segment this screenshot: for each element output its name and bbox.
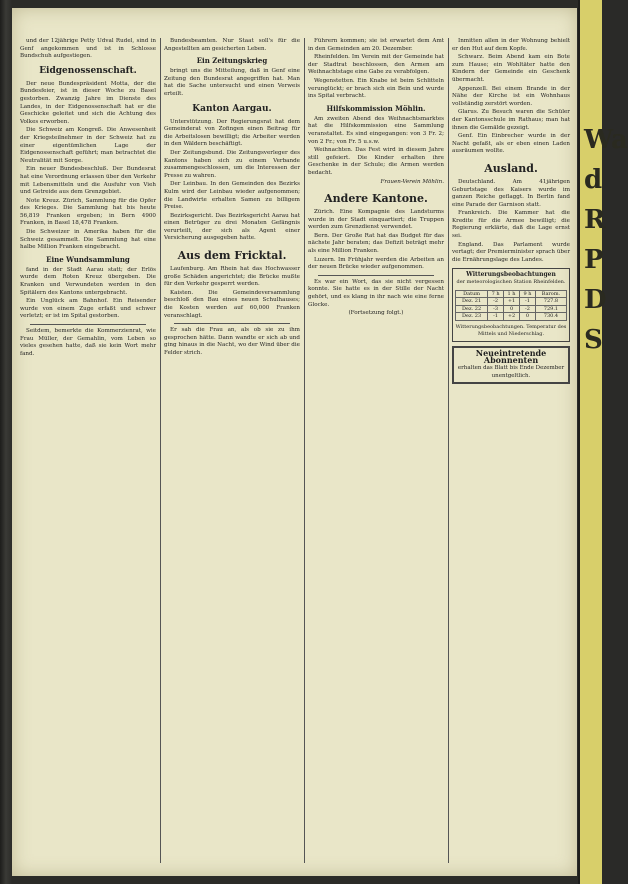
divider — [174, 323, 290, 324]
weather-header-cell: Datum — [456, 290, 488, 298]
column-rule — [304, 38, 305, 863]
column-3 — [308, 38, 444, 863]
heading-eidgenossenschaft: Eidgenossenschaft. — [39, 65, 137, 76]
signature: Frauen-Verein Möhlin. — [380, 178, 444, 185]
weather-note: Witterungsbeobachtungen. Temperatur des Mittels und Niederschlag. — [455, 323, 567, 338]
subscription-box — [452, 346, 570, 384]
col4-paragraph: Deutschland. Am 41jährigen Geburtstage des Kaisers wurde im ganzen Reiche geflaggt. In Berlin fand eine Parade der Garnison statt. — [452, 178, 570, 208]
subheading-zeitungskrieg: Ein Zeitungskrieg — [196, 56, 268, 66]
col2-paragraph: Laufenburg. Am Rhein hat das Hochwasser große Schäden angerichtet; die Brücke mußte für den Verkehr gesperrt werden. — [164, 266, 300, 288]
col3-intro: Führern kommen; sie ist erwartet dem Amt in den Gemeinden am 20. Dezember. — [308, 38, 444, 52]
col2-paragraph: Der Leinbau. In den Gemeinden des Bezirks Kulm wird der Leinbau wieder aufgenommen; die Landwirte erhalten Samen zu billigem Preise. — [164, 181, 300, 211]
col4-paragraph: Genf. Ein Einbrecher wurde in der Nacht gefaßt, als er eben einen Laden ausräumen wollte. — [452, 133, 570, 155]
col3-paragraph: Am zweiten Abend des Weihnachtsmarktes hat die Hilfskommission eine Sammlung veranstaltet. Es sind eingegangen: von 3 Fr. 2; von 2 Fr.; von Fr. 5 u.s.w. — [308, 115, 444, 145]
weather-row — [456, 298, 567, 306]
subheading-hilfskommission: Hilfskommission Möhlin. — [326, 103, 426, 113]
newspaper-page — [12, 8, 577, 876]
weather-cell: +2 — [504, 313, 520, 321]
col3-feuilleton: Es war ein Wort, das sie nicht vergessen konnte. Sie hatte es in der Stille der Nacht gehört, und es klang in ihr nach wie eine ferne Glocke. — [308, 278, 444, 308]
column-2 — [164, 38, 300, 863]
divider — [30, 324, 146, 325]
col4-paragraph: England. Das Parlament wurde vertagt; der Premierminister sprach über die Ernährungslage des Landes. — [452, 241, 570, 263]
weather-body — [456, 298, 567, 321]
col2-paragraph: bringt uns die Mitteilung, daß in Genf eine Zeitung den Bundesrat angegriffen hat. Man hat die Sache untersucht und einen Verweis erteilt. — [164, 68, 300, 97]
col3-paragraph: Weihnachten. Das Fest wird in diesem Jahre still gefeiert. Die Kinder erhalten ihre Geschenke in der Schule; die Armen werden bedacht. — [308, 147, 444, 176]
col1-paragraph: Der neue Bundespräsident Motta, der die Bundesfeier, ist in dieser Woche zu Basel gestorben. Zwanzig Jahre im Dienste des Landes, in der Eidgenossenschaft hat er die Geschicke geleitet und sich die Achtung des Volkes erworben. — [20, 80, 156, 125]
col2-paragraph: Der Zeitungsbund. Die Zeitungsverleger des Kantons haben sich zu einem Verbande zusammengeschlossen, um die Interessen der Presse zu wahren. — [164, 149, 300, 179]
column-1 — [20, 38, 156, 863]
adjacent-page-text: Wa d R P D S — [584, 125, 628, 355]
weather-cell: 730.4 — [535, 313, 566, 321]
col1-feuilleton: Seitdem, bemerkte die Kommerzienrat, wie Frau Müller, der Gemahlin, vom Leben so vieles gesehen hatte, daß sie kein Wort mehr fand. — [20, 328, 156, 357]
col2-paragraph: Kaisten. Die Gemeindeversammlung beschloß den Bau eines neuen Schulhauses; die Kosten werden auf 60,000 Franken veranschlagt. — [164, 289, 300, 319]
weather-row — [456, 313, 567, 321]
weather-cell: -2 — [520, 305, 536, 313]
weather-header-cell: 1 h — [504, 290, 520, 298]
weather-cell: -1 — [488, 313, 504, 321]
col4-paragraph: Frankreich. Die Kammer hat die Kredite für die Armee bewilligt; die Regierung erklärte, daß die Lage ernst sei. — [452, 210, 570, 240]
col3-paragraph: Luzern. Im Frühjahr werden die Arbeiten an der neuen Brücke wieder aufgenommen. — [308, 256, 444, 271]
col1-paragraph: Die Schweiz am Kongreß. Die Anwesenheit der Kriegsteilnehmer in der Schweiz hat zu einer eigentümlichen Lage der Eidgenossenschaft geführt; man betrachtet die Neutralität mit Sorge. — [20, 127, 156, 164]
col3-paragraph: Wegenstetten. Ein Knabe ist beim Schlitteln verunglückt; er brach sich ein Bein und wurde ins Spital verbracht. — [308, 77, 444, 100]
weather-cell: Dez. 23 — [456, 313, 488, 321]
col4-paragraph: Schwarz. Beim Abend kam ein Bote zum Hause; ein Wohltäter hatte den Kindern der Gemeinde ein Geschenk übermacht. — [452, 54, 570, 83]
heading-aus-dem-fricktal: Aus dem Fricktal. — [177, 249, 287, 263]
weather-header-row — [456, 290, 567, 298]
weather-header-cell: Barom. — [535, 290, 566, 298]
column-rule — [160, 38, 161, 863]
weather-cell: 0 — [520, 313, 536, 321]
column-4 — [452, 38, 570, 863]
col2-paragraph: Bezirksgericht. Das Bezirksgericht Aarau hat einen Betrüger zu drei Monaten Gefängnis verurteilt, der sich als Agent einer Versicherung ausgegeben hatte. — [164, 212, 300, 242]
heading-ausland: Ausland. — [484, 161, 538, 175]
heading-andere-kantone: Andere Kantone. — [324, 192, 428, 206]
weather-cell: 727.8 — [535, 298, 566, 306]
continued-note: (Fortsetzung folgt.) — [348, 310, 404, 317]
adjacent-page-edge — [578, 0, 628, 884]
col4-paragraph: Glarus. Zu Besuch waren die Schüler der Kantonsschule im Rathaus; man hat ihnen die Gemälde gezeigt. — [452, 109, 570, 131]
col1-paragraph: Ein Unglück am Bahnhof. Ein Reisender wurde von einem Zuge erfaßt und schwer verletzt; er ist im Spital gestorben. — [20, 298, 156, 320]
weather-cell: -3 — [488, 305, 504, 313]
col4-paragraph: Appenzell. Bei einem Brande in der Nähe der Kirche ist ein Wohnhaus vollständig zerstört worden. — [452, 85, 570, 107]
col1-paragraph: Note Kreuz. Zürich, Sammlung für die Opfer des Krieges. Die Sammlung hat bis heute 56,819 Franken ergeben; in Bern 4900 Franken, in Basel 18,478 Franken. — [20, 197, 156, 227]
weather-cell: +1 — [504, 298, 520, 306]
heading-wundsammlung: Eine Wundsammlung — [46, 254, 130, 264]
col1-intro: und der 12jährige Petty Udval Rudel, sind in Genf angekommen und ist in Schlosse Bundschuh aufgestiegen. — [20, 38, 156, 60]
col1-paragraph: Die Schweizer in Amerika haben für die Schweiz gesammelt. Die Sammlung hat eine halbe Million Franken eingebracht. — [20, 229, 156, 251]
weather-header-cell: 7 h — [488, 290, 504, 298]
col2-intro: Bundesbeamten. Nur Staat soll's für die Angestellten am gesicherten Leben. — [164, 38, 300, 52]
weather-cell: Dez. 22 — [456, 305, 488, 313]
weather-cell: -2 — [488, 298, 504, 306]
col2-feuilleton: Er sah die Frau an, als ob sie zu ihm gesprochen hätte. Dann wandte er sich ab und ging hinaus in die Nacht, wo der Wind über die Felder strich. — [164, 327, 300, 356]
weather-subtitle: der meteorologischen Station Rheinfelden. — [456, 279, 566, 286]
col1-paragraph: fand in der Stadt Aarau statt; der Erlös wurde dem Roten Kreuz übergeben. Die Kranken und Verwundeten werden in den Spitälern des Kantons untergebracht. — [20, 266, 156, 296]
col1-paragraph: Ein neuer Bundesbeschluß. Der Bundesrat hat eine Verordnung erlassen über den Verkehr mit Lebensmitteln und die Ausfuhr von Vieh und Getreide aus dem Grenzgebiet. — [20, 166, 156, 196]
weather-cell: 729.1 — [535, 305, 566, 313]
weather-row — [456, 305, 567, 313]
col2-paragraph: Unterstützung. Der Regierungsrat hat dem Gemeinderat von Zofingen einen Beitrag für die Arbeitslosen bewilligt; die Arbeiter werden in den Wäldern beschäftigt. — [164, 118, 300, 148]
subscription-title: Neueintretende Abonnenten — [475, 347, 547, 366]
weather-table — [455, 290, 567, 321]
col4-intro: Inmitten allen in der Wohnung behielt er den Hut auf dem Kopfe. — [452, 38, 570, 52]
weather-header-cell: 9 h — [520, 290, 536, 298]
weather-cell: 0 — [504, 305, 520, 313]
col3-paragraph: Zürich. Eine Kompagnie des Landsturms wurde in der Stadt einquartiert; die Truppen werden zum Grenzdienst verwendet. — [308, 209, 444, 231]
divider — [318, 275, 434, 276]
heading-kanton-aargau: Kanton Aargau. — [192, 103, 272, 114]
weather-title: Witterungsbeobachtungen — [466, 271, 556, 279]
weather-box — [452, 268, 570, 341]
subscription-text: erhalten das Blatt bis Ende Dezember unentgeltlich. — [457, 365, 565, 379]
col3-paragraph: Bern. Der Große Rat hat das Budget für das nächste Jahr beraten; das Defizit beträgt mehr als eine Million Franken. — [308, 232, 444, 255]
column-rule — [448, 38, 449, 863]
weather-cell: Dez. 21 — [456, 298, 488, 306]
weather-cell: -1 — [520, 298, 536, 306]
col3-paragraph: Rheinfelden. Im Verein mit der Gemeinde hat der Stadtrat beschlossen, den Armen am Weihnachtstage eine Gabe zu verabfolgen. — [308, 54, 444, 76]
